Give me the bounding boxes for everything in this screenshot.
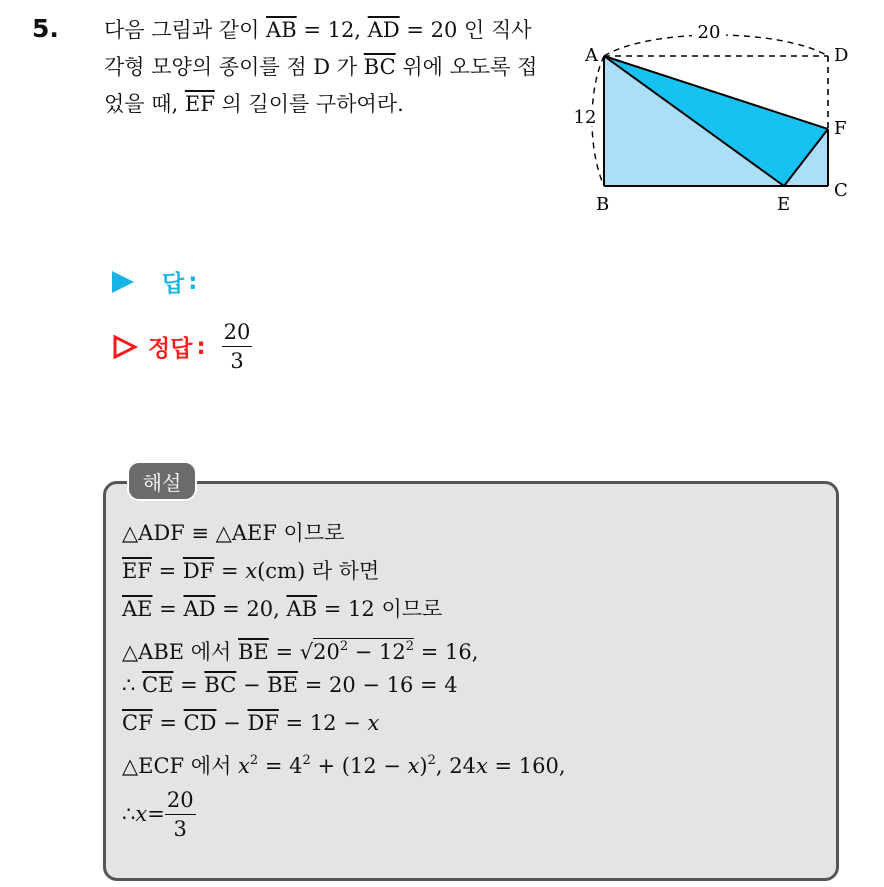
outline-arrow-icon xyxy=(112,334,138,360)
label-a: A xyxy=(585,45,598,66)
solution-tab: 해설 xyxy=(127,461,197,501)
folded-rectangle-figure xyxy=(566,16,866,221)
label-b: B xyxy=(596,194,610,215)
solution-line-7: △ECF 에서 $x^2 = 4^2 + (12 - x)^2$, 24x = 160, xyxy=(122,753,566,778)
label-e: E xyxy=(777,194,791,215)
correct-answer-row: 정답 : $\frac{20}{3}$ xyxy=(112,320,252,373)
solution-result-fraction: $\frac{20}{3}$ xyxy=(166,787,194,841)
solution-body xyxy=(122,514,566,844)
label-c: C xyxy=(834,180,848,201)
solution-line-2: $\overline{EF} = \overline{DF} = x(cm)$ 라 하면 xyxy=(122,559,380,583)
answer-label: 답 xyxy=(162,271,185,297)
segment-ef: $\overline{EF}$ xyxy=(184,92,215,116)
label-length-20: 20 xyxy=(697,22,721,43)
label-f: F xyxy=(834,118,847,139)
solution-line-8: ∴ x = $\frac{20}{3}$ xyxy=(122,787,194,841)
solution-line-5: ∴ $\overline{CE} = \overline{BC} - \overline{BE} = 20 - 16 = 4$ xyxy=(122,673,458,697)
correct-answer-fraction: $\frac{20}{3}$ xyxy=(223,320,251,373)
segment-bc: $\overline{BC}$ xyxy=(363,55,396,79)
solution-line-4: △ABE 에서 $\overline{BE} = √20^2 - 12^2 = 16$, xyxy=(122,639,479,664)
solution-line-3: $\overline{AE} = \overline{AD} = 20$, $\overline{AB} = 12$ 이므로 xyxy=(122,597,443,621)
play-arrow-icon xyxy=(112,271,134,293)
question-text: 다음 그림과 같이 $\overline{AB} = 12$, $\overline{AD} = 20$ 인 직사각형 모양의 종이를 점 D 가 $\overline{BC}$ 위에 오도록 접었을 때, $\overline{EF}$ 의 길이를 구하여라. xyxy=(104,18,538,116)
segment-ab: $\overline{AB}$ xyxy=(266,18,297,42)
answer-row: 답 : xyxy=(112,265,197,298)
correct-answer-label: 정답 xyxy=(148,336,193,362)
label-d: D xyxy=(834,45,849,66)
question-number: 5. xyxy=(32,14,59,43)
solution-line-1: △ADF ≡ △AEF 이므로 xyxy=(122,521,345,545)
segment-ad: $\overline{AD}$ xyxy=(367,18,400,42)
solution-line-6: $\overline{CF} = \overline{CD} - \overline{DF} = 12 - x$ xyxy=(122,711,380,735)
label-length-12: 12 xyxy=(573,107,597,128)
